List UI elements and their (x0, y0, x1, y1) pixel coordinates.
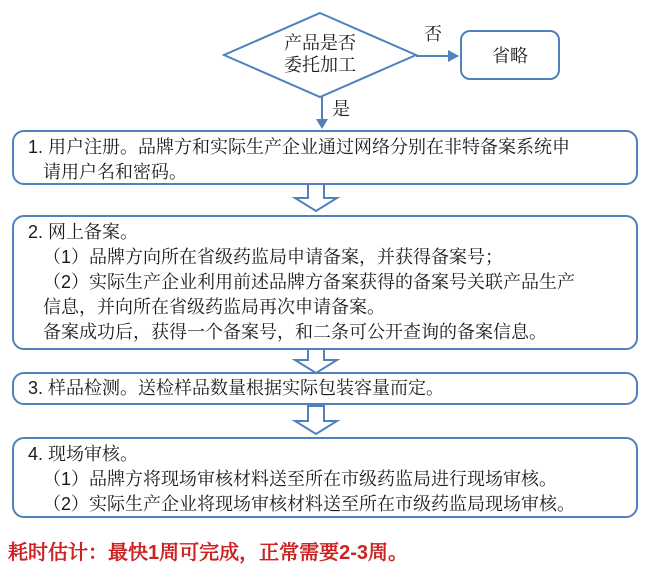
block-down-arrow-icon (295, 406, 337, 434)
step4-line-3: （2）实际生产企业将现场审核材料送至所在市级药监局现场审核。 (43, 494, 576, 514)
decision-line-2: 委托加工 (284, 55, 356, 75)
step4-line-1: 4. 现场审核。 (28, 444, 139, 464)
step1-line-1: 1. 用户注册。品牌方和实际生产企业通过网络分别在非特备案系统申 (28, 137, 571, 157)
block-down-arrow-icon (295, 183, 337, 211)
edge-label-yes: 是 (332, 99, 350, 119)
yes-branch-arrowhead-icon (316, 119, 328, 129)
step1-line-2: 请用户名和密码。 (43, 162, 187, 182)
step2-line-1: 2. 网上备案。 (28, 222, 139, 242)
step2-line-5: 备案成功后，获得一个备案号，和二条可公开查询的备案信息。 (43, 322, 547, 342)
decision-diamond-label (241, 32, 399, 76)
step2-line-3: （2）实际生产企业利用前述品牌方备案获得的备案号关联产品生产 (43, 272, 576, 292)
decision-line-1: 产品是否 (284, 33, 356, 53)
no-branch-arrowhead-icon (448, 50, 459, 62)
skip-box-label: 省略 (492, 46, 528, 66)
edge-label-no: 否 (424, 24, 442, 44)
step-box-3 (12, 372, 638, 405)
step-box-1 (12, 130, 638, 185)
step3-line-1: 3. 样品检测。送检样品数量根据实际包装容量而定。 (28, 378, 445, 398)
step2-line-2: （1）品牌方向所在省级药监局申请备案，并获得备案号； (43, 247, 504, 267)
step2-line-4: 信息，并向所在省级药监局再次申请备案。 (43, 297, 385, 317)
skip-box (460, 30, 560, 80)
step-box-4 (12, 437, 638, 518)
time-estimate-note: 耗时估计：最快1周可完成，正常需要2-3周。 (8, 542, 409, 564)
step4-line-2: （1）品牌方将现场审核材料送至所在市级药监局进行现场审核。 (43, 469, 558, 489)
step-box-2 (12, 215, 638, 350)
